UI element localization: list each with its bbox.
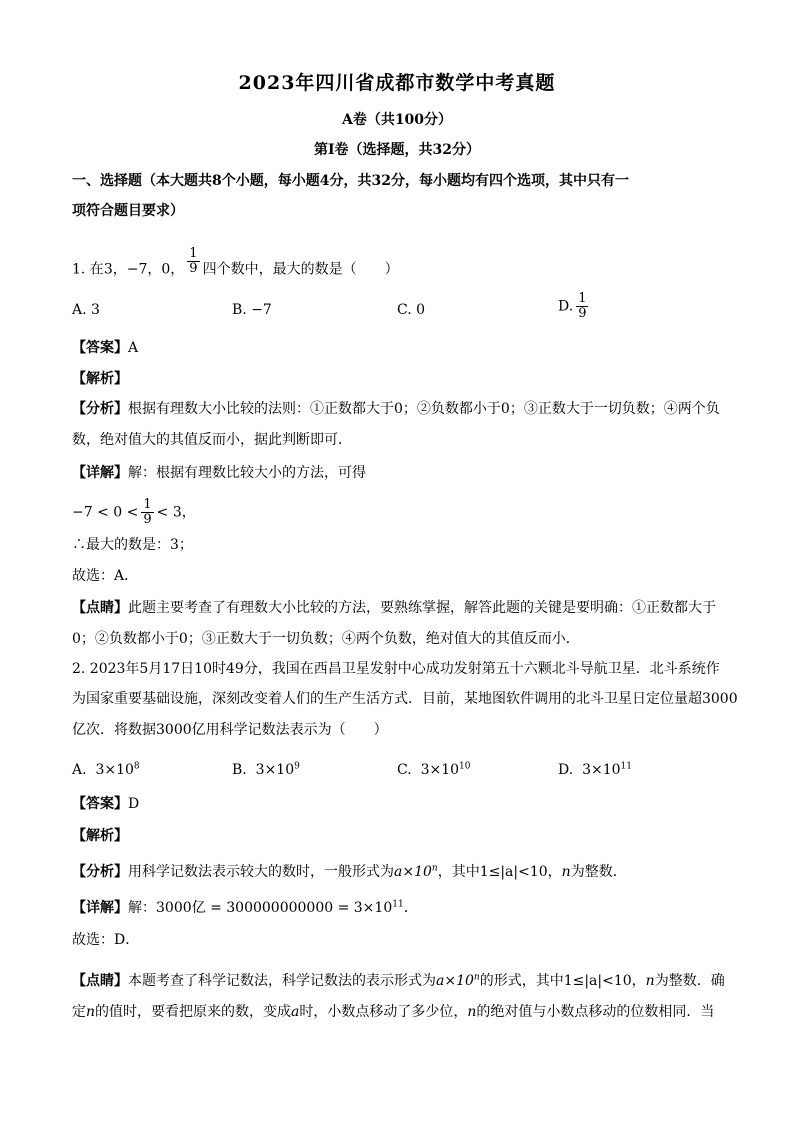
q2-comment-line2: 定n的值时，要看把原来的数，变成a时，小数点移动了多少位，n的绝对值与小数点移动的位数相同．当 xyxy=(72,1004,715,1020)
q1-option-b: B. −7 xyxy=(232,302,272,318)
q1-option-d: D. $\frac{1}{9}$ xyxy=(558,291,587,321)
q2-answer: 【答案】D xyxy=(72,796,140,812)
q2-stem-line1: 2. 2023年5月17日10时49分，我国在西昌卫星发射中心成功发射第五十六颗北斗导航卫星．北斗系统作 xyxy=(72,661,720,677)
q2-choose: 故选：D． xyxy=(72,932,140,948)
q1-detail: 【详解】解：根据有理数比较大小的方法，可得 xyxy=(72,465,366,481)
section-heading-line1: 一、选择题（本大题共8个小题，每小题4分，共32分，每小题均有四个选项，其中只有一 xyxy=(72,173,629,189)
q1-inequality: −7 < 0 < $\frac{1}{9}$ < 3， xyxy=(72,497,196,527)
q2-option-c: C. $3\times 10^{10}$ xyxy=(397,761,471,778)
q1-stem: 1. 在3，−7，0， $\frac{1}{9}$ 四个数中，最大的数是（ ） xyxy=(72,246,399,278)
q2-detail: 【详解】解：3000亿 = $300000000000 = 3\times 10^{11}$． xyxy=(72,899,418,916)
q2-option-a: A. $3\times 10^8$ xyxy=(72,761,140,778)
page-title: 2023年四川省成都市数学中考真题 xyxy=(238,72,556,94)
subtitle-a: A卷（共100分） xyxy=(341,112,453,128)
q1-analysis-tag: 【解析】 xyxy=(72,371,128,387)
q1-comment-line1: 【点睛】此题主要考查了有理数大小比较的方法，要熟练掌握，解答此题的关键是要明确：①正数都大于 xyxy=(72,600,716,616)
q2-option-b: B. $3\times 10^9$ xyxy=(232,761,300,778)
q1-answer: 【答案】A xyxy=(72,340,139,356)
q2-option-d: D. $3\times 10^{11}$ xyxy=(558,761,632,778)
q2-comment-line1: 【点睛】本题考查了科学记数法，科学记数法的表示形式为$a\times 10^n$的形式，其中1≤|a|<10，n为整数．确 xyxy=(72,972,725,989)
q1-fraction: $\frac{1}{9}$ xyxy=(189,246,198,276)
q1-conclusion: ∴最大的数是：3； xyxy=(72,537,193,553)
q2-stem-line3: 亿次．将数据3000亿用科学记数法表示为（ ） xyxy=(72,722,388,738)
q2-analysis-tag: 【解析】 xyxy=(72,828,128,844)
q1-fenxi-line1: 【分析】根据有理数大小比较的法则：①正数都大于0；②负数都小于0；③正数大于一切负数；④两个负 xyxy=(72,401,720,417)
q1-fenxi-line2: 数，绝对值大的其值反而小，据此判断即可． xyxy=(72,432,352,448)
q1-comment-line2: 0；②负数都小于0；③正数大于一切负数；④两个负数，绝对值大的其值反而小． xyxy=(72,631,580,647)
subtitle-b: 第I卷（选择题，共32分） xyxy=(313,142,481,158)
q2-stem-line2: 为国家重要基础设施，深刻改变着人们的生产生活方式．目前，某地图软件调用的北斗卫星日定位量超3000 xyxy=(72,691,738,707)
q2-fenxi: 【分析】用科学记数法表示较大的数时，一般形式为$a\times 10^n$，其中1≤|a|<10，n为整数． xyxy=(72,863,627,880)
q1-option-c: C. 0 xyxy=(397,302,426,318)
q1-choose: 故选：A． xyxy=(72,568,139,584)
section-heading-line2: 项符合题目要求） xyxy=(72,203,184,219)
q1-option-a: A. 3 xyxy=(72,302,100,318)
